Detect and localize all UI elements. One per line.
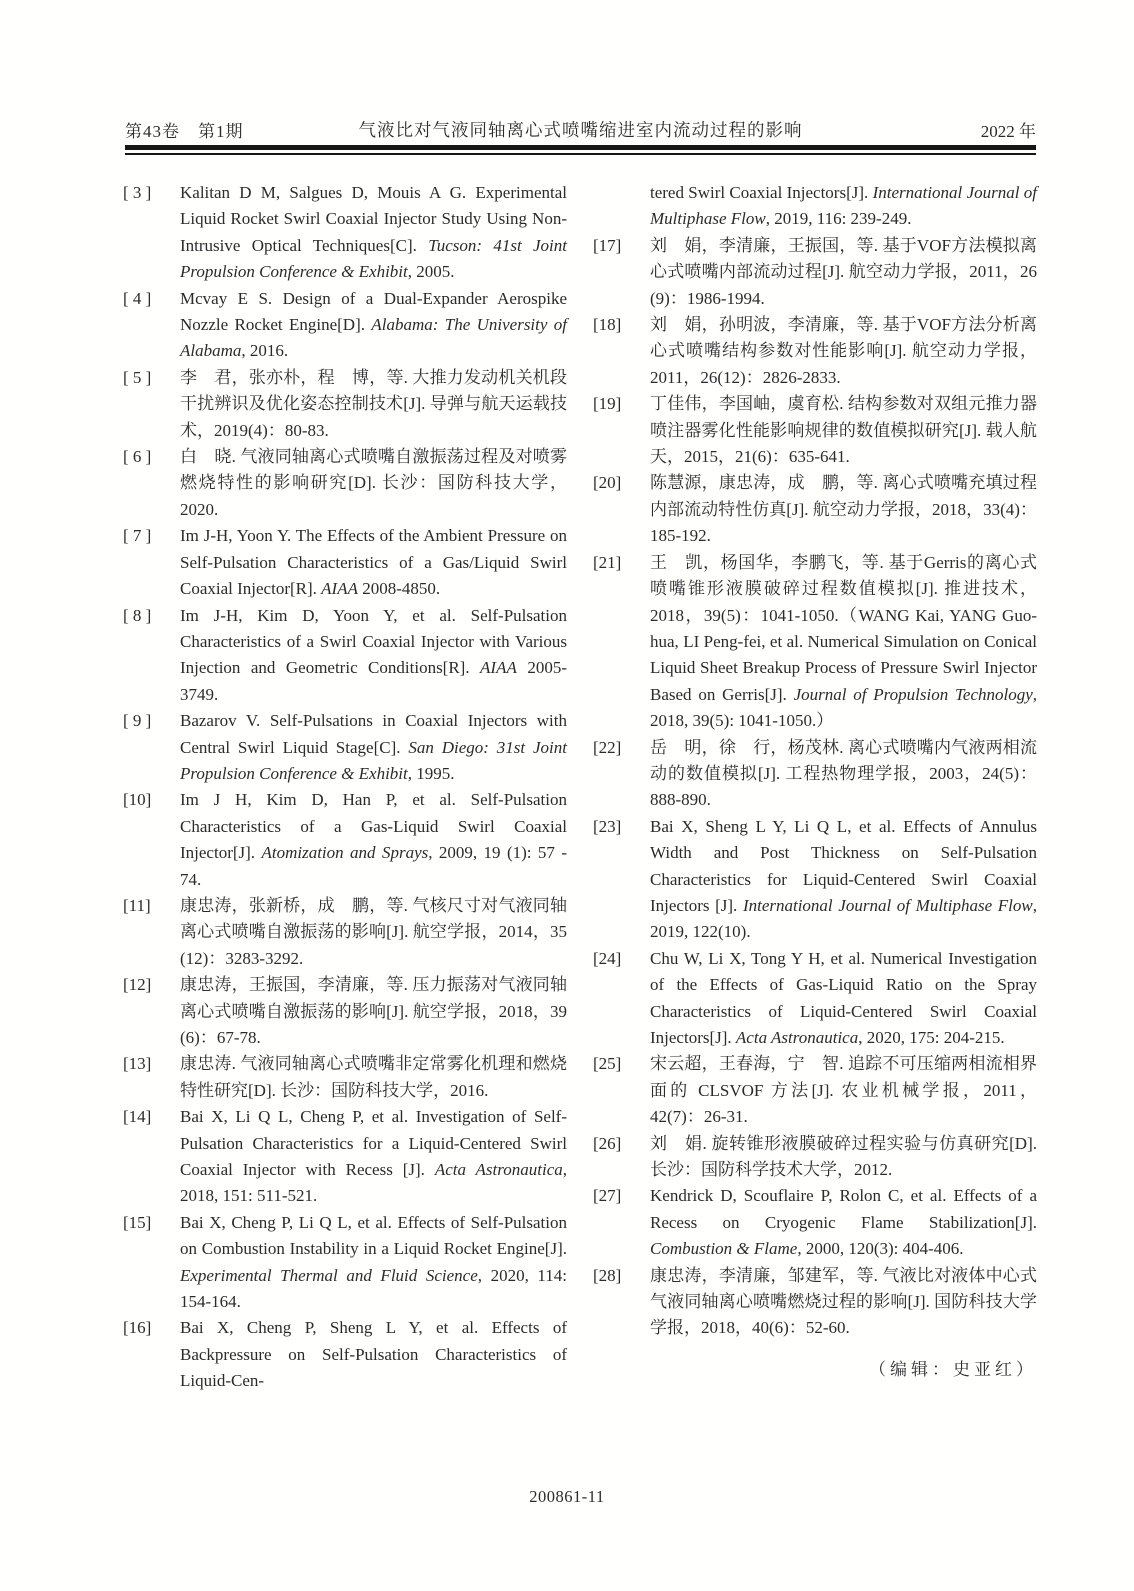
editor-note: （编辑：史亚红） (869, 1359, 1037, 1379)
reference-label: [21] (593, 552, 622, 572)
reference-text: 岳 明，徐 行，杨茂林. 离心式喷嘴内气液两相流动的数值模拟[J]. 工程热物理学报，2003，24(5)：888-890. (650, 737, 1037, 810)
reference-text: Im J-H, Kim D, Yoon Y, et al. Self-Pulsation Characteristics of a Swirl Coaxial Injector with Various Injection and Geometric Conditions[R]. AIAA 2005-3749. (180, 605, 567, 704)
header-volume-issue: 第43卷 第1期 (125, 122, 244, 141)
reference-label: [28] (593, 1265, 622, 1285)
reference-text: Im J-H, Yoon Y. The Effects of the Ambient Pressure on Self-Pulsation Characteristics of a Gas/Liquid Swirl Coaxial Injector[R]. AIAA 2008-4850. (180, 526, 567, 599)
reference-label: [17] (593, 235, 622, 255)
reference-text: 陈慧源，康忠涛，成 鹏，等. 离心式喷嘴充填过程内部流动特性仿真[J]. 航空动力学报，2018，33(4)：185-192. (650, 473, 1037, 546)
reference-label: [19] (593, 394, 622, 414)
reference-text: 刘 娟，孙明波，李清廉，等. 基于VOF方法分析离心式喷嘴结构参数对性能影响[J]. 航空动力学报，2011，26(12)：2826-2833. (650, 315, 1037, 387)
reference-label: [13] (123, 1054, 152, 1074)
reference-item (123, 286, 567, 365)
reference-label: [22] (593, 737, 622, 757)
reference-label: [12] (123, 975, 152, 995)
reference-text: Mcvay E S. Design of a Dual-Expander Aerospike Nozzle Rocket Engine[D]. Alabama: The University of Alabama, 2016. (180, 288, 567, 361)
reference-text: 刘 娟. 旋转锥形液膜破碎过程实验与仿真研究[D]. 长沙：国防科学技术大学，2012. (650, 1133, 1037, 1180)
reference-item (123, 1104, 567, 1210)
reference-item (123, 1051, 567, 1104)
reference-label: [ 8 ] (123, 605, 152, 625)
reference-label: [10] (123, 790, 152, 810)
reference-continuation (593, 180, 1037, 233)
reference-label: [ 5 ] (123, 367, 152, 387)
reference-text: 康忠涛，张新桥，成 鹏，等. 气核尺寸对气液同轴离心式喷嘴自激振荡的影响[J]. 航空学报，2014，35 (12)：3283-3292. (180, 895, 567, 968)
header-rule-thick (125, 145, 1036, 150)
reference-item (123, 972, 567, 1051)
reference-label: [ 4 ] (123, 288, 152, 308)
reference-label: [27] (593, 1186, 622, 1206)
reference-text: Im J H, Kim D, Han P, et al. Self-Pulsation Characteristics of a Gas-Liquid Swirl Coaxial Injector[J]. Atomization and Sprays, 2009, 19 (1): 57 - 74. (180, 790, 567, 889)
reference-label: [23] (593, 816, 622, 836)
reference-label: [20] (593, 473, 622, 493)
reference-text: Bai X, Cheng P, Li Q L, et al. Effects of Self-Pulsation on Combustion Instability in a Liquid Rocket Engine[J]. Experimental Thermal and Fluid Science, 2020, 114: 154-164. (180, 1212, 567, 1312)
reference-item (593, 391, 1037, 470)
reference-label: [ 9 ] (123, 711, 152, 731)
reference-text: 白 晓. 气液同轴离心式喷嘴自激振荡过程及对喷雾燃烧特性的影响研究[D]. 长沙：国防科技大学，2020. (180, 447, 567, 519)
reference-item (593, 1131, 1037, 1184)
reference-label: [26] (593, 1133, 622, 1153)
reference-text: 丁佳伟，李国岫，虞育松. 结构参数对双组元推力器喷注器雾化性能影响规律的数值模拟研究[J]. 载人航天，2015，21(6)：635-641. (650, 394, 1037, 467)
reference-item (593, 1183, 1037, 1262)
reference-text: 李 君，张亦朴，程 博，等. 大推力发动机关机段干扰辨识及优化姿态控制技术[J]. 导弹与航天运载技术，2019(4)：80-83. (180, 367, 567, 440)
reference-text: 王 凯，杨国华，李鹏飞，等. 基于Gerris的离心式喷嘴锥形液膜破碎过程数值模拟[J]. 推进技术，2018，39(5)：1041-1050.（WANG Kai, YANG Guo-hua, LI Peng-fei, et al. Numerical Simulation on Conical Liquid Sheet Breakup Process of Pressure Swirl Injector Based on Gerris[J]. Journal of Propulsion Technology, 2018, 39(5): 1041-1050.） (650, 552, 1038, 731)
reference-item (593, 1263, 1037, 1342)
reference-label: [15] (123, 1212, 152, 1232)
reference-label: [25] (593, 1054, 622, 1074)
reference-item (593, 312, 1037, 391)
reference-label: [ 6 ] (123, 447, 152, 467)
reference-item (123, 180, 567, 286)
reference-text: Kendrick D, Scouflaire P, Rolon C, et al. Effects of a Recess on Cryogenic Flame Stabilization[J]. Combustion & Flame, 2000, 120(3): 404-406. (650, 1186, 1037, 1259)
reference-item (593, 1051, 1037, 1130)
reference-label: [18] (593, 315, 622, 335)
reference-item (593, 550, 1037, 735)
reference-text: tered Swirl Coaxial Injectors[J]. International Journal of Multiphase Flow, 2019, 116: 239-249. (650, 183, 1037, 229)
reference-item (593, 735, 1037, 814)
reference-item (123, 1210, 567, 1316)
reference-label: [ 7 ] (123, 526, 152, 546)
reference-text: 宋云超，王春海，宁 智. 追踪不可压缩两相流相界面的 CLSVOF 方法[J]. 农业机械学报，2011，42(7)：26-31. (650, 1054, 1037, 1127)
reference-text: 康忠涛，李清廉，邹建军，等. 气液比对液体中心式气液同轴离心喷嘴燃烧过程的影响[J]. 国防科技大学学报，2018，40(6)：52-60. (650, 1265, 1037, 1338)
reference-item (123, 1315, 567, 1394)
reference-text: Bai X, Li Q L, Cheng P, et al. Investigation of Self-Pulsation Characteristics for a Liquid-Centered Swirl Coaxial Injector with Recess [J]. Acta Astronautica, 2018, 151: 511-521. (180, 1107, 567, 1206)
reference-text: 康忠涛. 气液同轴离心式喷嘴非定常雾化机理和燃烧特性研究[D]. 长沙：国防科技大学，2016. (180, 1054, 567, 1100)
reference-text: Bazarov V. Self-Pulsations in Coaxial Injectors with Central Swirl Liquid Stage[C]. San Diego: 31st Joint Propulsion Conference & Exhibit, 1995. (180, 711, 567, 783)
reference-item (123, 893, 567, 972)
header-running-title: 气液比对气液同轴离心式喷嘴缩进室内流动过程的影响 (358, 120, 803, 140)
footer-page-number: 200861-11 (529, 1487, 605, 1506)
ref-column-left (123, 180, 567, 1395)
reference-item (593, 946, 1037, 1052)
reference-item (593, 814, 1037, 946)
reference-text: Bai X, Cheng P, Sheng L Y, et al. Effects of Backpressure on Self-Pulsation Characteristics of Liquid-Cen- (180, 1318, 567, 1391)
reference-item (123, 444, 567, 523)
ref-column-right (593, 180, 1037, 1383)
reference-item (123, 365, 567, 444)
reference-text: Kalitan D M, Salgues D, Mouis A G. Experimental Liquid Rocket Swirl Coaxial Injector Study Using Non-Intrusive Optical Techniques[C]. Tucson: 41st Joint Propulsion Conference & Exhibit, 2005. (180, 183, 568, 282)
reference-label: [ 3 ] (123, 183, 152, 202)
reference-item (123, 603, 567, 709)
reference-label: [14] (123, 1107, 152, 1127)
reference-item (123, 708, 567, 787)
header-rule-thin (125, 153, 1036, 155)
reference-item (593, 470, 1037, 549)
reference-text: 刘 娟，李清廉，王振国，等. 基于VOF方法模拟离心式喷嘴内部流动过程[J]. 航空动力学报，2011，26 (9)：1986-1994. (650, 235, 1037, 308)
reference-text: Bai X, Sheng L Y, Li Q L, et al. Effects of Annulus Width and Post Thickness on Self-Pulsation Characteristics for Liquid-Centered Swirl Coaxial Injectors [J]. International Journal of Multiphase Flow, 2019, 122(10). (650, 816, 1037, 942)
header-year: 2022 年 (980, 122, 1036, 141)
reference-item (123, 787, 567, 893)
reference-item (593, 233, 1037, 312)
reference-text: Chu W, Li X, Tong Y H, et al. Numerical Investigation of the Effects of Gas-Liquid Ratio on the Spray Characteristics of Liquid-Centered Swirl Coaxial Injectors[J]. Acta Astronautica, 2020, 175: 204-215. (650, 948, 1037, 1047)
reference-item (123, 523, 567, 602)
reference-text: 康忠涛，王振国，李清廉，等. 压力振荡对气液同轴离心式喷嘴自激振荡的影响[J]. 航空学报，2018，39 (6)：67-78. (180, 975, 567, 1047)
reference-label: [24] (593, 948, 622, 968)
reference-label: [11] (123, 895, 151, 915)
reference-label: [16] (123, 1318, 152, 1338)
